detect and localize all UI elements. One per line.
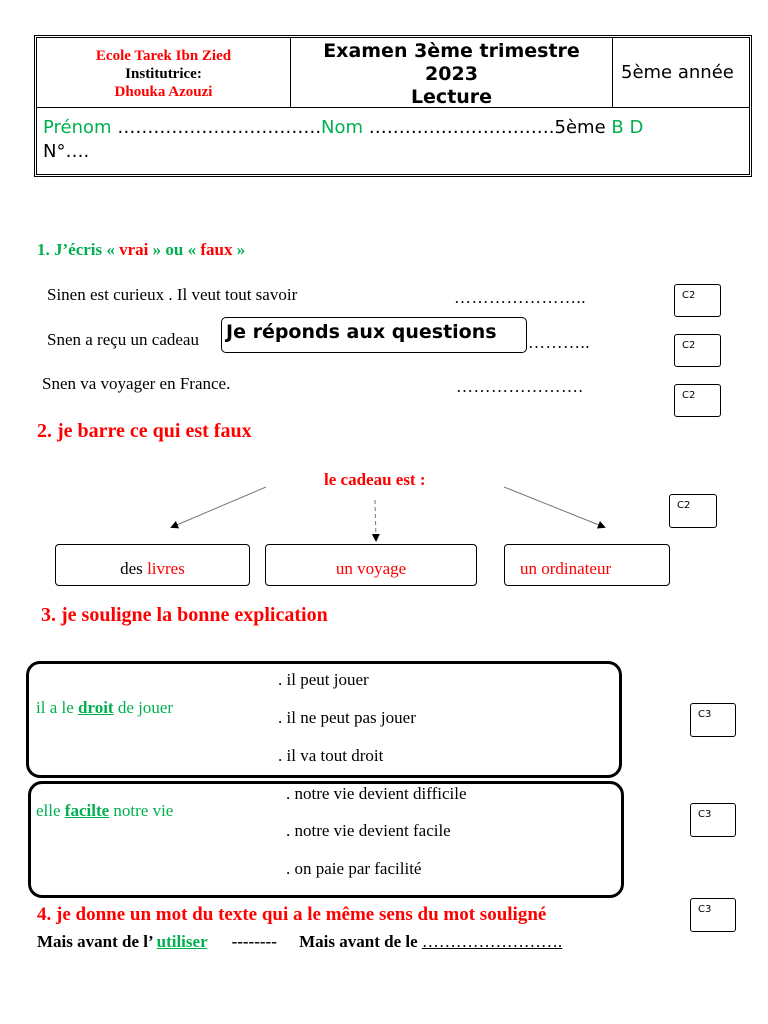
q3-group-1-option-1[interactable]: . il peut jouer [278, 670, 369, 689]
q1-title-prefix: 1. J’écris « [37, 240, 115, 259]
q2-option-books[interactable] [55, 544, 250, 586]
q3-group-1-stem [36, 698, 173, 718]
q3-group-2-prefix: elle [36, 801, 61, 820]
q3-group-2-criterion: C3 [690, 803, 736, 837]
prenom-label: Prénom [43, 117, 112, 138]
q4-separator: -------- [231, 932, 277, 951]
teacher-name: Dhouka Azouzi [114, 84, 213, 100]
class-d: D [629, 117, 644, 138]
prenom-field[interactable]: ……………………………. [117, 117, 322, 138]
exam-title-line1: Examen 3ème trimestre [323, 40, 580, 62]
q3-group-1-criterion: C3 [690, 703, 736, 737]
exam-subject: Lecture [410, 86, 493, 108]
q1-item-2-criterion: C2 [674, 334, 721, 367]
q1-item-1-criterion: C2 [674, 284, 721, 317]
teacher-role: Institutrice: [125, 66, 202, 82]
q2-title: 2. je barre ce qui est faux [37, 420, 252, 442]
nom-field[interactable]: …………………………. [368, 117, 555, 138]
q3-group-1-suffix: de jouer [117, 698, 174, 717]
student-number-field[interactable]: N°…. [43, 141, 90, 162]
q1-vrai: vrai [119, 240, 149, 259]
q1-item-3-criterion: C2 [674, 384, 721, 417]
q2-option-trip[interactable]: un voyage [265, 544, 477, 586]
q4-answer-field[interactable]: ……………………. [421, 932, 563, 951]
q4-sentence [37, 932, 562, 952]
q3-group-2-word: facilte [64, 801, 110, 820]
q2-stem: le cadeau est : [324, 470, 426, 489]
q3-group-1-option-2[interactable]: . il ne peut pas jouer [278, 708, 416, 727]
q3-group-1-prefix: il a le [36, 698, 74, 717]
exam-year: 2023 [425, 63, 478, 85]
q1-title-suffix: » [236, 240, 246, 259]
q1-item-3-answer[interactable]: …………………. [456, 377, 584, 396]
grade-level: 5ème année [621, 62, 734, 83]
class-b: B [611, 117, 624, 138]
q1-faux: faux [200, 240, 233, 259]
q2-option-books-word: livres [147, 559, 185, 578]
nom-label: Nom [321, 117, 364, 138]
q3-group-2-option-3[interactable]: . on paie par facilité [286, 859, 422, 878]
arrow-right [504, 487, 604, 527]
q4-criterion: C3 [690, 898, 736, 932]
q1-title-mid: » ou « [152, 240, 197, 259]
section-title-overlay: Je réponds aux questions [221, 317, 527, 353]
class-label: 5ème [554, 117, 606, 138]
q3-group-2-stem [36, 801, 173, 821]
q2-option-computer[interactable]: un ordinateur [504, 544, 670, 586]
q1-item-2-answer[interactable]: ……….. [528, 333, 590, 352]
q1-item-1-answer[interactable]: ………………….. [454, 288, 586, 307]
q4-right-prefix: Mais avant de le [299, 932, 418, 951]
q1-item-1-text: Sinen est curieux . Il veut tout savoir [47, 285, 298, 304]
q3-group-1-option-3[interactable]: . il va tout droit [278, 746, 384, 765]
q3-group-2-option-2[interactable]: . notre vie devient facile [286, 821, 451, 840]
arrow-left [172, 487, 266, 527]
q3-group-1-word: droit [78, 698, 114, 717]
q2-criterion: C2 [669, 494, 717, 528]
q3-group-2-suffix: notre vie [113, 801, 174, 820]
school-name: Ecole Tarek Ibn Zied [95, 48, 232, 64]
q1-item-2-text: Snen a reçu un cadeau [47, 330, 199, 349]
arrow-middle [375, 500, 376, 540]
q3-group-2-option-1[interactable]: . notre vie devient difficile [286, 784, 467, 803]
q1-item-3-text: Snen va voyager en France. [42, 374, 231, 393]
q2-option-books-prefix: des [120, 559, 143, 578]
q4-underlined-word: utiliser [156, 932, 208, 951]
q3-title: 3. je souligne la bonne explication [41, 604, 328, 626]
q4-title: 4. je donne un mot du texte qui a le même sens du mot souligné [37, 904, 547, 925]
q4-left-prefix: Mais avant de l’ [37, 932, 153, 951]
